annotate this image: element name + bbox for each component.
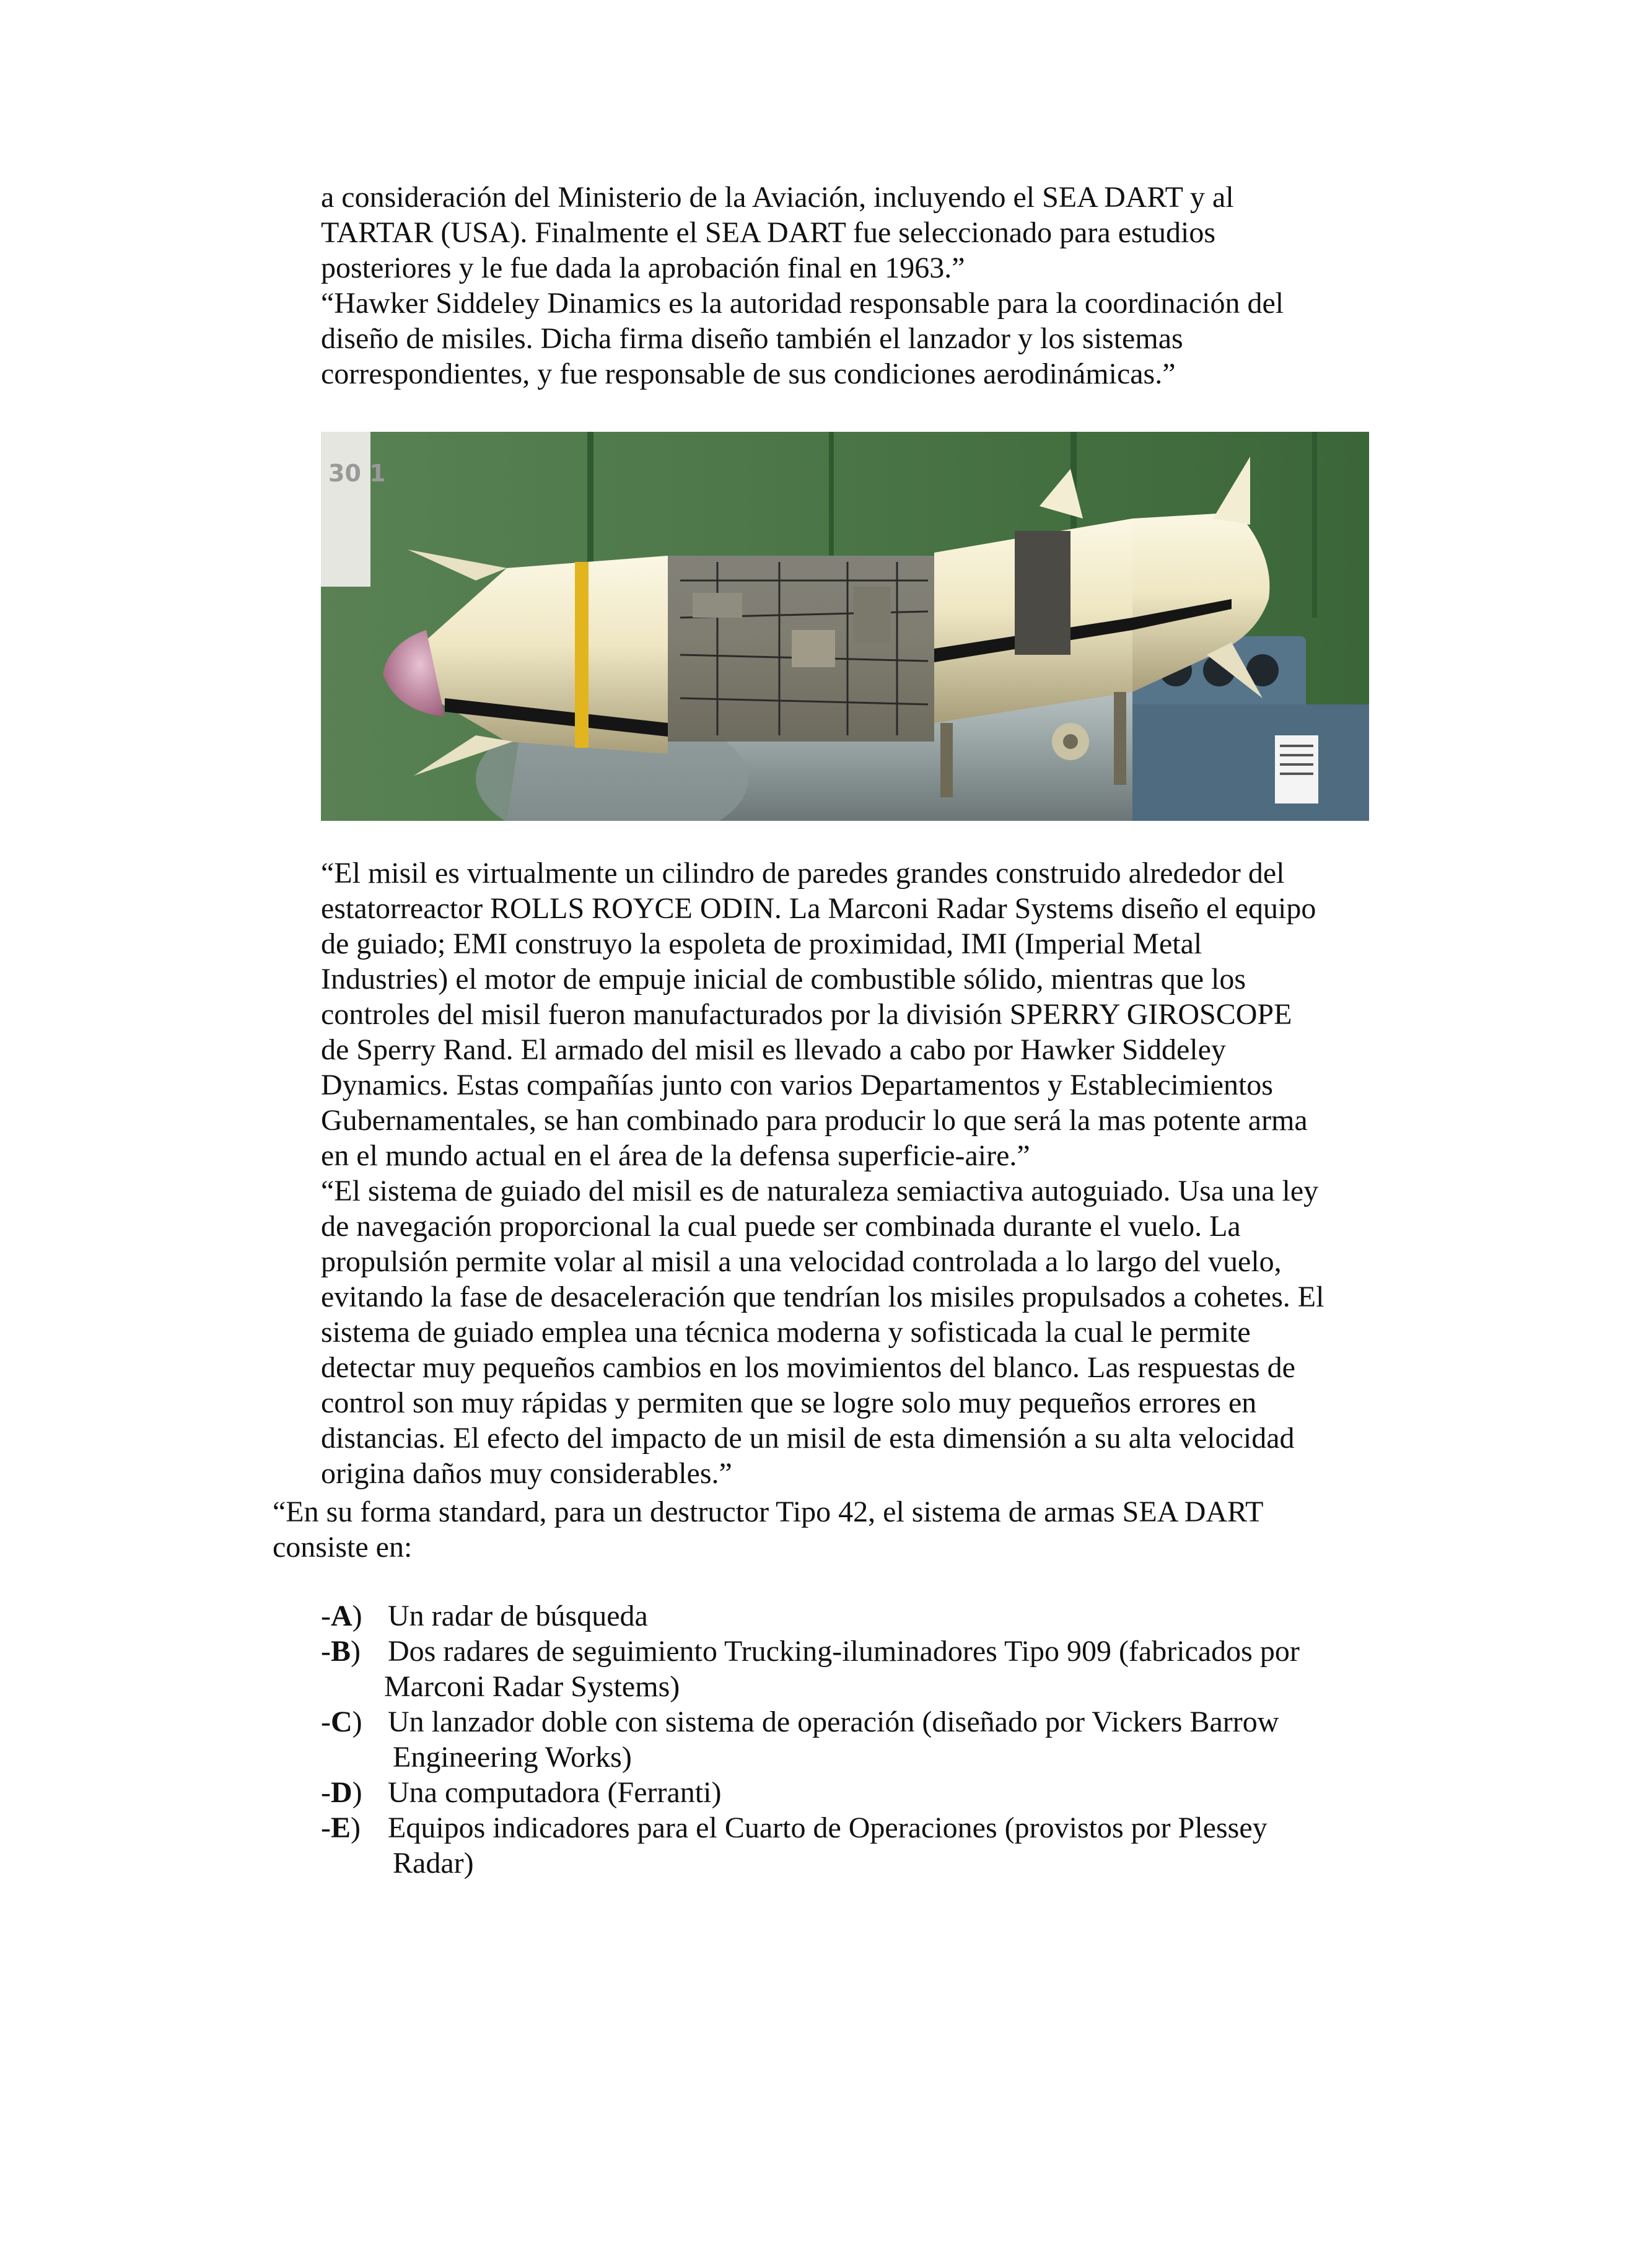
list-item-text: Equipos indicadores para el Cuarto de Operaciones (provistos por Plessey bbox=[388, 1811, 1267, 1844]
text-line: “En su forma standard, para un destructor Tipo 42, el sistema de armas SEA DART bbox=[273, 1495, 1264, 1528]
text-line: TARTAR (USA). Finalmente el SEA DART fue seleccionado para estudios bbox=[321, 216, 1216, 249]
list-marker: -C) bbox=[321, 1705, 362, 1738]
list-item-text: Dos radares de seguimiento Trucking-iluminadores Tipo 909 (fabricados por bbox=[388, 1635, 1300, 1668]
list-item bbox=[321, 1634, 1411, 1704]
text-line: control son muy rápidas y permiten que se logre solo muy pequeños errores en bbox=[321, 1386, 1257, 1419]
text-line: diseño de misiles. Dicha firma diseño también el lanzador y los sistemas bbox=[321, 322, 1183, 355]
text-line: de navegación proporcional la cual puede ser combinada durante el vuelo. La bbox=[321, 1210, 1241, 1243]
text-line: de Sperry Rand. El armado del misil es llevado a cabo por Hawker Siddeley bbox=[321, 1033, 1226, 1066]
list-item-text: Una computadora (Ferranti) bbox=[388, 1776, 722, 1809]
text-line: controles del misil fueron manufacturados por la división SPERRY GIROSCOPE bbox=[321, 998, 1292, 1031]
text-line: “Hawker Siddeley Dinamics es la autoridad responsable para la coordinación del bbox=[321, 287, 1284, 320]
missile-photo bbox=[321, 432, 1369, 821]
text-line: a consideración del Ministerio de la Aviación, incluyendo el SEA DART y al bbox=[321, 181, 1234, 214]
text-line: consiste en: bbox=[273, 1531, 413, 1564]
text-line: estatorreactor ROLLS ROYCE ODIN. La Marconi Radar Systems diseño el equipo bbox=[321, 892, 1316, 925]
text-line: Dynamics. Estas compañías junto con varios Departamentos y Establecimientos bbox=[321, 1069, 1273, 1101]
sign-text: 30 1 bbox=[328, 460, 386, 487]
text-line: correspondientes, y fue responsable de sus condiciones aerodinámicas.” bbox=[321, 357, 1176, 390]
text-line: Industries) el motor de empuje inicial de combustible sólido, mientras que los bbox=[321, 963, 1246, 996]
text-line: “El misil es virtualmente un cilindro de paredes grandes construido alrededor del bbox=[321, 857, 1285, 890]
text-line: “El sistema de guiado del misil es de naturaleza semiactiva autoguiado. Usa una ley bbox=[321, 1175, 1319, 1207]
paragraph-missile-description bbox=[321, 856, 1380, 1491]
text-line: origina daños muy considerables.” bbox=[321, 1457, 732, 1490]
system-components-list bbox=[321, 1598, 1411, 1881]
text-line: posteriores y le fue dada la aprobación final en 1963.” bbox=[321, 252, 965, 284]
list-marker: -E) bbox=[321, 1811, 361, 1844]
list-item bbox=[321, 1810, 1411, 1881]
text-line: distancias. El efecto del impacto de un misil de esta dimensión a su alta velocidad bbox=[321, 1422, 1295, 1455]
list-item-continuation: Engineering Works) bbox=[393, 1741, 632, 1774]
list-item bbox=[321, 1704, 1411, 1775]
text-line: propulsión permite volar al misil a una velocidad controlada a lo largo del vuelo, bbox=[321, 1245, 1282, 1278]
list-item-continuation: Marconi Radar Systems) bbox=[384, 1670, 680, 1703]
text-line: sistema de guiado emplea una técnica moderna y sofisticada la cual le permite bbox=[321, 1316, 1251, 1349]
list-item bbox=[321, 1598, 1411, 1634]
list-item-text: Un radar de búsqueda bbox=[388, 1600, 648, 1632]
exhibit-sign bbox=[321, 432, 370, 587]
list-marker: -B) bbox=[321, 1635, 361, 1668]
list-item-continuation: Radar) bbox=[393, 1847, 474, 1880]
list-marker: -A) bbox=[321, 1600, 362, 1632]
missile-photo-illustration bbox=[321, 432, 1369, 821]
paragraph-intro bbox=[321, 180, 1374, 392]
text-line: en el mundo actual en el área de la defensa superficie-aire.” bbox=[321, 1139, 1030, 1172]
text-line: Gubernamentales, se han combinado para producir lo que será la mas potente arma bbox=[321, 1104, 1308, 1137]
text-line: detectar muy pequeños cambios en los movimientos del blanco. Las respuestas de bbox=[321, 1351, 1295, 1384]
list-marker: -D) bbox=[321, 1776, 362, 1809]
list-item-text: Un lanzador doble con sistema de operación (diseñado por Vickers Barrow bbox=[388, 1705, 1279, 1738]
text-line: de guiado; EMI construyo la espoleta de proximidad, IMI (Imperial Metal bbox=[321, 927, 1202, 960]
paragraph-system-intro bbox=[273, 1494, 1388, 1565]
list-item bbox=[321, 1775, 1411, 1810]
text-line: evitando la fase de desaceleración que tendrían los misiles propulsados a cohetes. El bbox=[321, 1281, 1324, 1313]
